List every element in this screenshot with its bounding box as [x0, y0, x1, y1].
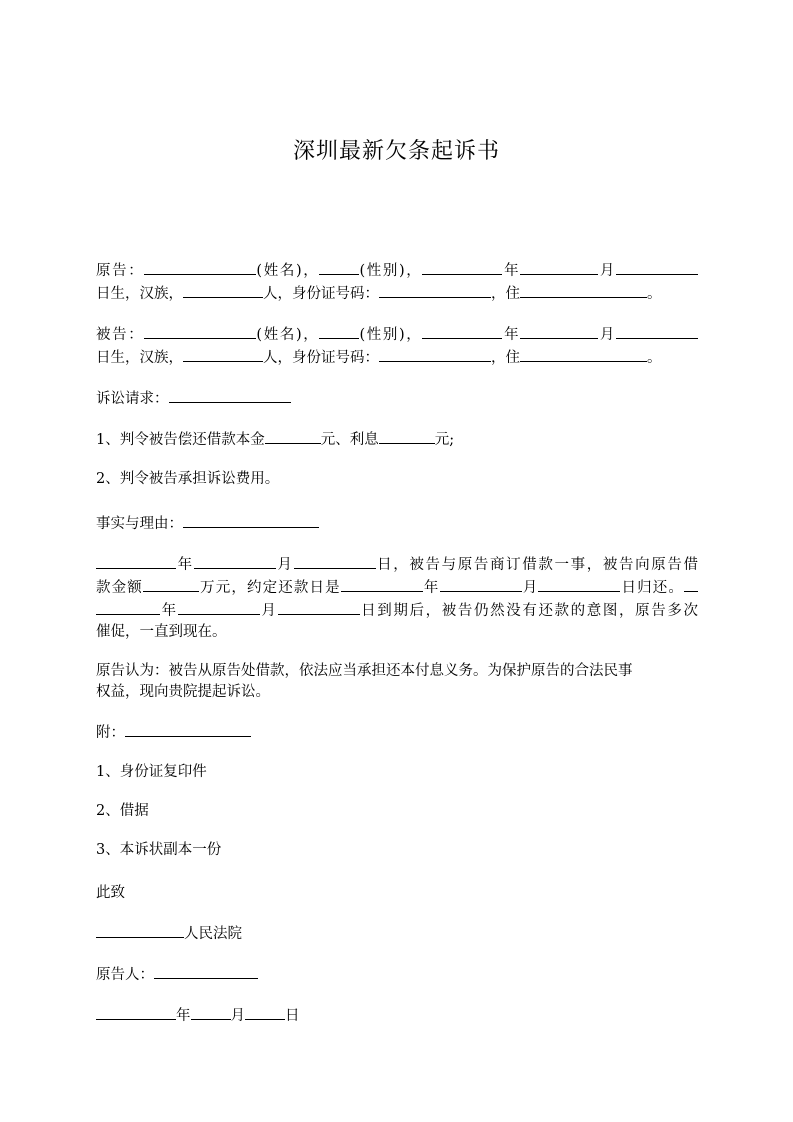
- period-text: 。: [647, 350, 662, 366]
- claims-blank[interactable]: [169, 387, 291, 403]
- attachments-heading: [96, 721, 698, 744]
- overdue-day-blank[interactable]: [278, 599, 360, 615]
- name-text: (姓名)，: [256, 263, 320, 279]
- interest-blank[interactable]: [379, 428, 435, 444]
- sign-month-blank[interactable]: [191, 1004, 231, 1020]
- name-text: (姓名)，: [256, 327, 320, 343]
- closing-to: 此致: [96, 885, 125, 901]
- facts-line-4: 催促，一直到现在。: [96, 624, 227, 640]
- return-text: 日归还。: [620, 580, 685, 596]
- facts-label: 事实与理由：: [96, 516, 183, 532]
- overdue-year-blank[interactable]: [96, 599, 160, 615]
- court-blank[interactable]: [96, 922, 184, 938]
- month-text: 月: [598, 263, 617, 279]
- attachment-item-3: 3、本诉状副本一份: [96, 842, 222, 858]
- principal-blank[interactable]: [265, 428, 321, 444]
- facts-line-1: [96, 553, 698, 576]
- defendant-label: 被告：: [96, 327, 145, 343]
- principal-text: 1、判令被告偿还借款本金: [96, 432, 265, 448]
- year-text: 年: [176, 1008, 191, 1024]
- claim-item-2: 2、判令被告承担诉讼费用。: [96, 471, 280, 487]
- overdue-text: 日到期后，被告仍然没有还款的意图，原告多次: [359, 603, 699, 619]
- year-text: 年: [176, 557, 194, 573]
- due-text: 万元，约定还款日是: [198, 580, 341, 596]
- yuan-text: 元;: [434, 432, 455, 448]
- month-text: 月: [259, 603, 278, 619]
- loan-day-blank[interactable]: [294, 553, 376, 569]
- facts-heading: [96, 512, 698, 535]
- document-body: [96, 259, 698, 1027]
- facts-line-3: [96, 599, 698, 622]
- claims-label: 诉讼请求：: [96, 391, 169, 407]
- court-line: [96, 922, 698, 945]
- plaintiff-line-1: [96, 259, 698, 282]
- defendant-month-blank[interactable]: [520, 323, 598, 339]
- defendant-line-1: [96, 323, 698, 346]
- plaintiff-line-2: [96, 282, 698, 305]
- month-text: 月: [230, 1008, 245, 1024]
- plaintiff-id-blank[interactable]: [379, 282, 491, 298]
- loan-year-blank[interactable]: [96, 553, 176, 569]
- claim-item-1: [96, 428, 698, 451]
- overdue-year-blank-start[interactable]: [684, 576, 698, 592]
- document-title: 深圳最新欠条起诉书: [292, 139, 500, 164]
- year-text: 年: [502, 327, 521, 343]
- born-text: 日生，汉族，: [96, 286, 183, 302]
- plaintiff-gender-blank[interactable]: [319, 259, 359, 275]
- day-text: 日: [285, 1008, 300, 1024]
- interest-text: 元、利息: [320, 432, 379, 448]
- due-day-blank[interactable]: [538, 576, 620, 592]
- amount-text: 款金额: [96, 580, 143, 596]
- opinion-line-1: 原告认为：被告从原告处借款，依法应当承担还本付息义务。为保护原告的合法民事: [96, 663, 633, 679]
- defendant-day-blank[interactable]: [616, 323, 698, 339]
- attachment-item-1: 1、身份证复印件: [96, 764, 207, 780]
- loan-month-blank[interactable]: [194, 553, 276, 569]
- plaintiff-month-blank[interactable]: [520, 259, 598, 275]
- gender-text: (性别)，: [359, 263, 423, 279]
- defendant-address-blank[interactable]: [520, 346, 647, 362]
- plaintiff-origin-blank[interactable]: [183, 282, 263, 298]
- date-line: [96, 1004, 698, 1027]
- plaintiff-address-blank[interactable]: [520, 282, 647, 298]
- year-text: 年: [160, 603, 178, 619]
- year-text: 年: [502, 263, 521, 279]
- facts-blank[interactable]: [183, 512, 319, 528]
- due-year-blank[interactable]: [341, 576, 423, 592]
- plaintiff-label: 原告：: [96, 263, 145, 279]
- plaintiff-year-blank[interactable]: [422, 259, 502, 275]
- month-text: 月: [275, 557, 294, 573]
- amount-blank[interactable]: [143, 576, 199, 592]
- plaintiff-signature-blank[interactable]: [154, 963, 258, 979]
- plaintiff-signature-label: 原告人：: [96, 967, 154, 983]
- born-text: 日生，汉族，: [96, 350, 183, 366]
- attachment-item-2: 2、借据: [96, 803, 149, 819]
- overdue-month-blank[interactable]: [178, 599, 260, 615]
- period-text: 。: [647, 286, 662, 302]
- plaintiff-day-blank[interactable]: [616, 259, 698, 275]
- id-text: 人，身份证号码：: [263, 350, 379, 366]
- defendant-id-blank[interactable]: [379, 346, 491, 362]
- plaintiff-signature-line: [96, 963, 698, 986]
- defendant-year-blank[interactable]: [422, 323, 502, 339]
- year-text: 年: [422, 580, 440, 596]
- gender-text: (性别)，: [359, 327, 423, 343]
- sign-day-blank[interactable]: [245, 1004, 285, 1020]
- claims-heading: [96, 387, 698, 410]
- facts-text: 日，被告与原告商订借款一事，被告向原告借: [375, 557, 698, 573]
- live-text: ，住: [491, 286, 520, 302]
- opinion-line-2: 权益，现向贵院提起诉讼。: [96, 684, 270, 700]
- live-text: ，住: [491, 350, 520, 366]
- id-text: 人，身份证号码：: [263, 286, 379, 302]
- due-month-blank[interactable]: [440, 576, 522, 592]
- defendant-line-2: [96, 346, 698, 369]
- court-text: 人民法院: [184, 926, 242, 942]
- month-text: 月: [521, 580, 539, 596]
- defendant-origin-blank[interactable]: [183, 346, 263, 362]
- sign-year-blank[interactable]: [96, 1004, 176, 1020]
- attachments-blank[interactable]: [125, 721, 251, 737]
- defendant-gender-blank[interactable]: [319, 323, 359, 339]
- attachments-label: 附：: [96, 725, 125, 741]
- plaintiff-name-blank[interactable]: [144, 259, 256, 275]
- month-text: 月: [598, 327, 617, 343]
- facts-line-2: [96, 576, 698, 599]
- defendant-name-blank[interactable]: [144, 323, 256, 339]
